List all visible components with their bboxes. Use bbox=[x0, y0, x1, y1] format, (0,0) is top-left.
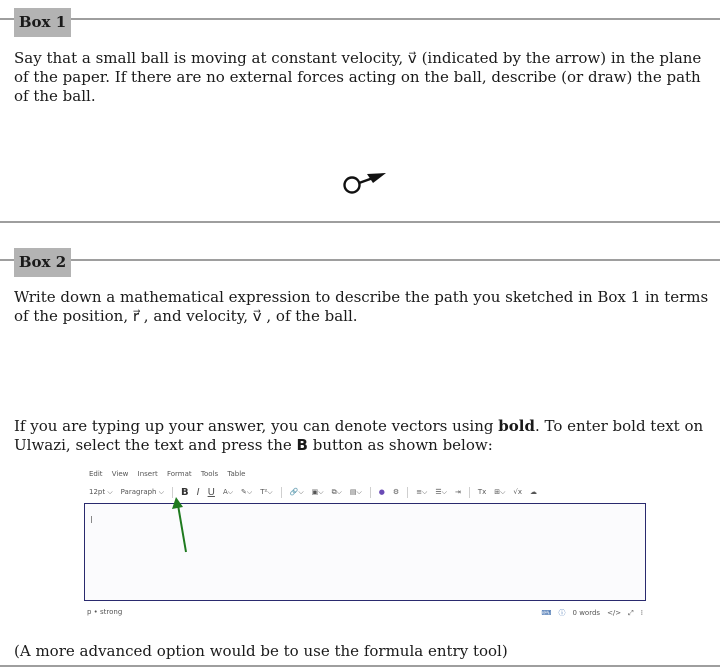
resize-handle-icon[interactable]: ⁞ bbox=[640, 609, 643, 617]
table-icon[interactable]: ⊞⌵ bbox=[494, 487, 506, 496]
word-count: 0 words bbox=[572, 609, 601, 617]
page-bottom-rule bbox=[0, 665, 720, 667]
italic-button[interactable]: I bbox=[196, 486, 200, 498]
clear-format-icon[interactable]: Tx bbox=[477, 488, 487, 496]
toolbar-divider bbox=[172, 487, 173, 498]
rich-text-editor bbox=[84, 465, 646, 625]
font-size-select[interactable]: 12pt ⌵ bbox=[89, 487, 113, 496]
editor-menubar bbox=[89, 470, 252, 478]
toolbar-divider bbox=[281, 487, 282, 498]
menu-format[interactable]: Format bbox=[166, 470, 192, 478]
cloud-icon[interactable]: ☁ bbox=[530, 488, 538, 496]
menu-table[interactable]: Table bbox=[227, 470, 246, 478]
box2-label: Box 2 bbox=[14, 248, 71, 277]
toolbar-divider bbox=[469, 487, 470, 498]
text-caret bbox=[91, 516, 92, 523]
superscript-icon[interactable]: T²⌵ bbox=[260, 487, 273, 496]
indent-icon[interactable]: ⇥ bbox=[454, 488, 461, 496]
list-icon[interactable]: ☰⌵ bbox=[435, 487, 447, 496]
link-icon[interactable]: 🔗⌵ bbox=[289, 487, 304, 496]
box1-top-rule bbox=[0, 18, 720, 20]
menu-edit[interactable]: Edit bbox=[89, 470, 103, 478]
equation-icon[interactable]: √x bbox=[513, 488, 523, 496]
box1-bottom-rule bbox=[0, 221, 720, 223]
bold-button[interactable]: B bbox=[181, 486, 189, 498]
underline-button[interactable]: U bbox=[207, 486, 215, 498]
status-right-group bbox=[534, 608, 643, 618]
accessibility-icon[interactable]: ⓘ bbox=[558, 609, 566, 617]
hint-text-2: . To enter bold text on Ulwazi, select the text and press the bbox=[14, 417, 704, 454]
hint-bold-word: bold bbox=[498, 417, 535, 435]
box1-question: Say that a small ball is moving at constant velocity, v⃗ (indicated by the arrow) in the plane of the paper. If there are no external forces acting on the ball, describe (or draw) the path of the ball. bbox=[14, 49, 702, 105]
plugin-icon[interactable]: ⚙ bbox=[392, 488, 400, 496]
toolbar-divider bbox=[407, 487, 408, 498]
toolbar-divider bbox=[370, 487, 371, 498]
hint-bold-button-letter: B bbox=[296, 436, 308, 454]
velocity-arrow-head bbox=[367, 173, 386, 183]
highlight-color-icon[interactable]: ✎⌵ bbox=[241, 487, 253, 496]
hint-text-3: button as shown below: bbox=[307, 436, 493, 454]
editor-toolbar bbox=[89, 485, 644, 499]
menu-view[interactable]: View bbox=[111, 470, 129, 478]
box1-label: Box 1 bbox=[14, 8, 71, 37]
align-icon[interactable]: ≡⌵ bbox=[416, 487, 428, 496]
bold-hint bbox=[14, 417, 718, 455]
ball-circle bbox=[345, 178, 360, 193]
ball-velocity-figure bbox=[340, 170, 390, 198]
html-toggle[interactable]: </> bbox=[607, 609, 622, 617]
menu-insert[interactable]: Insert bbox=[137, 470, 158, 478]
block-format-select[interactable]: Paragraph ⌵ bbox=[120, 487, 165, 496]
advanced-option-note: (A more advanced option would be to use the formula entry tool) bbox=[14, 642, 508, 660]
keyboard-icon[interactable]: ⌨ bbox=[541, 609, 552, 617]
text-color-icon[interactable]: A⌵ bbox=[222, 487, 234, 496]
editor-text-area[interactable] bbox=[84, 503, 646, 601]
menu-tools[interactable]: Tools bbox=[200, 470, 219, 478]
apps-icon[interactable]: ● bbox=[378, 488, 385, 496]
box2-question: Write down a mathematical expression to describe the path you sketched in Box 1 in terms of the position, r⃗ , and velocity, v⃗ , of the ball. bbox=[14, 288, 709, 325]
document-icon[interactable]: ▤⌵ bbox=[349, 487, 362, 496]
hint-text-1: If you are typing up your answer, you can denote vectors using bbox=[14, 417, 499, 435]
fullscreen-icon[interactable]: ⤢ bbox=[628, 608, 634, 617]
image-icon[interactable]: ▣⌵ bbox=[311, 487, 324, 496]
media-icon[interactable]: ⧉⌵ bbox=[331, 487, 342, 496]
box2-top-rule bbox=[0, 259, 720, 261]
element-path: p • strong bbox=[87, 608, 123, 616]
